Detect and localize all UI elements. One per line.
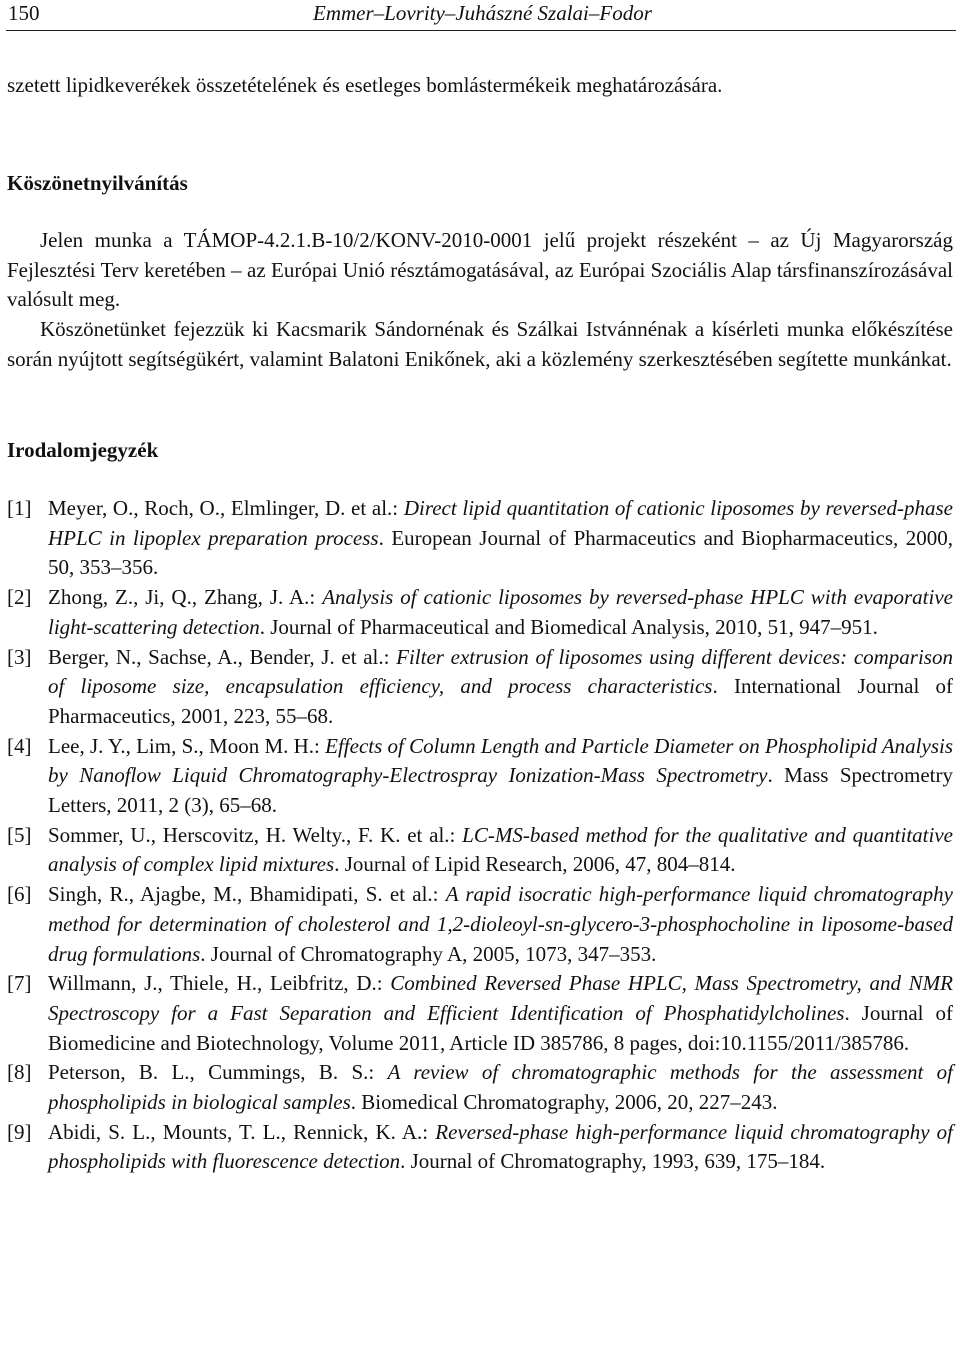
- reference-authors: Zhong, Z., Ji, Q., Zhang, J. A.:: [48, 585, 323, 610]
- reference-number: [8]: [7, 1060, 32, 1085]
- reference-item: [7, 643, 953, 732]
- page-number: 150: [8, 1, 40, 25]
- reference-authors: Singh, R., Ajagbe, M., Bhamidipati, S. et al.:: [48, 882, 446, 907]
- reference-item: [7, 583, 953, 642]
- reference-authors: Peterson, B. L., Cummings, B. S.:: [48, 1060, 388, 1085]
- reference-item: [7, 732, 953, 821]
- reference-authors: Abidi, S. L., Mounts, T. L., Rennick, K. A.:: [48, 1119, 436, 1144]
- reference-number: [7]: [7, 971, 32, 996]
- reference-authors: Berger, N., Sachse, A., Bender, J. et al.:: [48, 644, 397, 669]
- reference-source: . Journal of Chromatography, 1993, 639, 175–184.: [400, 1149, 826, 1174]
- reference-item: [7, 821, 953, 880]
- reference-title: LC-MS-based method for the qualitative and quantitative analysis of complex lipid mixtures: [48, 822, 953, 877]
- reference-source: . Journal of Chromatography A, 2005, 1073, 347–353.: [200, 941, 657, 966]
- reference-item: [7, 494, 953, 583]
- reference-number: [2]: [7, 585, 32, 610]
- reference-title: Reversed-phase high-performance liquid chromatography of phospholipids with fluorescence detection: [48, 1119, 954, 1174]
- reference-source: . Journal of Pharmaceutical and Biomedical Analysis, 2010, 51, 947–951.: [259, 614, 878, 639]
- reference-title: Combined Reversed Phase HPLC, Mass Spectrometry, and NMR Spectroscopy for a Fast Separation and Efficient Identification of Phosphatidylcholines: [48, 971, 953, 1025]
- reference-item: [7, 1058, 953, 1117]
- references-heading: Irodalomjegyzék: [7, 438, 159, 462]
- reference-source: . Journal of Biomedicine and Biotechnology, Volume 2011, Article ID 385786, 8 pages, doi:10.1155/2011/385786.: [48, 1000, 953, 1055]
- reference-source: . European Journal of Pharmaceutics and Biopharmaceutics, 2000, 50, 353–356.: [48, 525, 953, 580]
- reference-item: [7, 1118, 953, 1177]
- reference-authors: Sommer, U., Herscovitz, H. Welty., F. K. et al.:: [48, 822, 463, 847]
- reference-number: [4]: [7, 733, 32, 758]
- reference-item: [7, 880, 953, 969]
- reference-number: [6]: [7, 882, 32, 907]
- running-header: [6, 0, 956, 31]
- acknowledgements-heading: Köszönetnyilvánítás: [7, 171, 188, 195]
- reference-number: [3]: [7, 644, 32, 669]
- reference-authors: Lee, J. Y., Lim, S., Moon M. H.:: [48, 733, 326, 758]
- acknowledgements-paragraph-1: Jelen munka a TÁMOP-4.2.1.B-10/2/KONV-2010-0001 jelű projekt részeként – az Új Magyarország Fejlesztési Terv keretében – az Európai Unió résztámogatásával, az Európai Szociális Alap társfinanszírozásával valósult meg.: [7, 228, 953, 311]
- reference-number: [5]: [7, 822, 32, 847]
- reference-authors: Willmann, J., Thiele, H., Leibfritz, D.:: [48, 971, 391, 996]
- intro-continuation-paragraph: szetett lipidkeverékek összetételének és esetleges bomlástermékeik meghatározására.: [7, 73, 723, 97]
- reference-title: A rapid isocratic high-performance liquid chromatography method for determination of cholesterol and 1,2-dioleoyl-sn-glycero-3-phosphocholine in liposome-based drug formulations: [48, 882, 953, 966]
- reference-source: . Mass Spectrometry Letters, 2011, 2 (3), 65–68.: [48, 763, 953, 818]
- reference-source: . Journal of Lipid Research, 2006, 47, 804–814.: [334, 852, 736, 877]
- reference-title: Analysis of cationic liposomes by reversed-phase HPLC with evaporative light-scattering detection: [48, 585, 953, 639]
- reference-source: . Biomedical Chromatography, 2006, 20, 227–243.: [350, 1090, 778, 1115]
- acknowledgements-paragraph-2: Köszönetünket fejezzük ki Kacsmarik Sándornénak és Szálkai Istvánnénak a kísérleti munka előkészítése során nyújtott segítségükért, valamint Balatoni Enikőnek, aki a közlemény szerkesztésében segítette munkánkat.: [7, 317, 953, 371]
- reference-title: Filter extrusion of liposomes using different devices: comparison of liposome size, encapsulation efficiency, and process characteristics: [48, 644, 953, 699]
- running-authors: Emmer–Lovrity–Juhászné Szalai–Fodor: [313, 1, 652, 25]
- reference-number: [9]: [7, 1119, 32, 1144]
- reference-list: [7, 494, 953, 1177]
- reference-authors: Meyer, O., Roch, O., Elmlinger, D. et al.:: [48, 496, 404, 520]
- reference-number: [1]: [7, 496, 32, 520]
- reference-source: . International Journal of Pharmaceutics, 2001, 223, 55–68.: [48, 674, 953, 728]
- reference-title: A review of chromatographic methods for the assessment of phospholipids in biological samples: [48, 1060, 954, 1115]
- reference-title: Direct lipid quantitation of cationic liposomes by reversed-phase HPLC in lipoplex preparation process: [48, 496, 953, 550]
- reference-title: Effects of Column Length and Particle Diameter on Phospholipid Analysis by Nanoflow Liquid Chromatography-Electrospray Ionization-Mass Spectrometry: [48, 733, 953, 788]
- reference-item: [7, 969, 953, 1058]
